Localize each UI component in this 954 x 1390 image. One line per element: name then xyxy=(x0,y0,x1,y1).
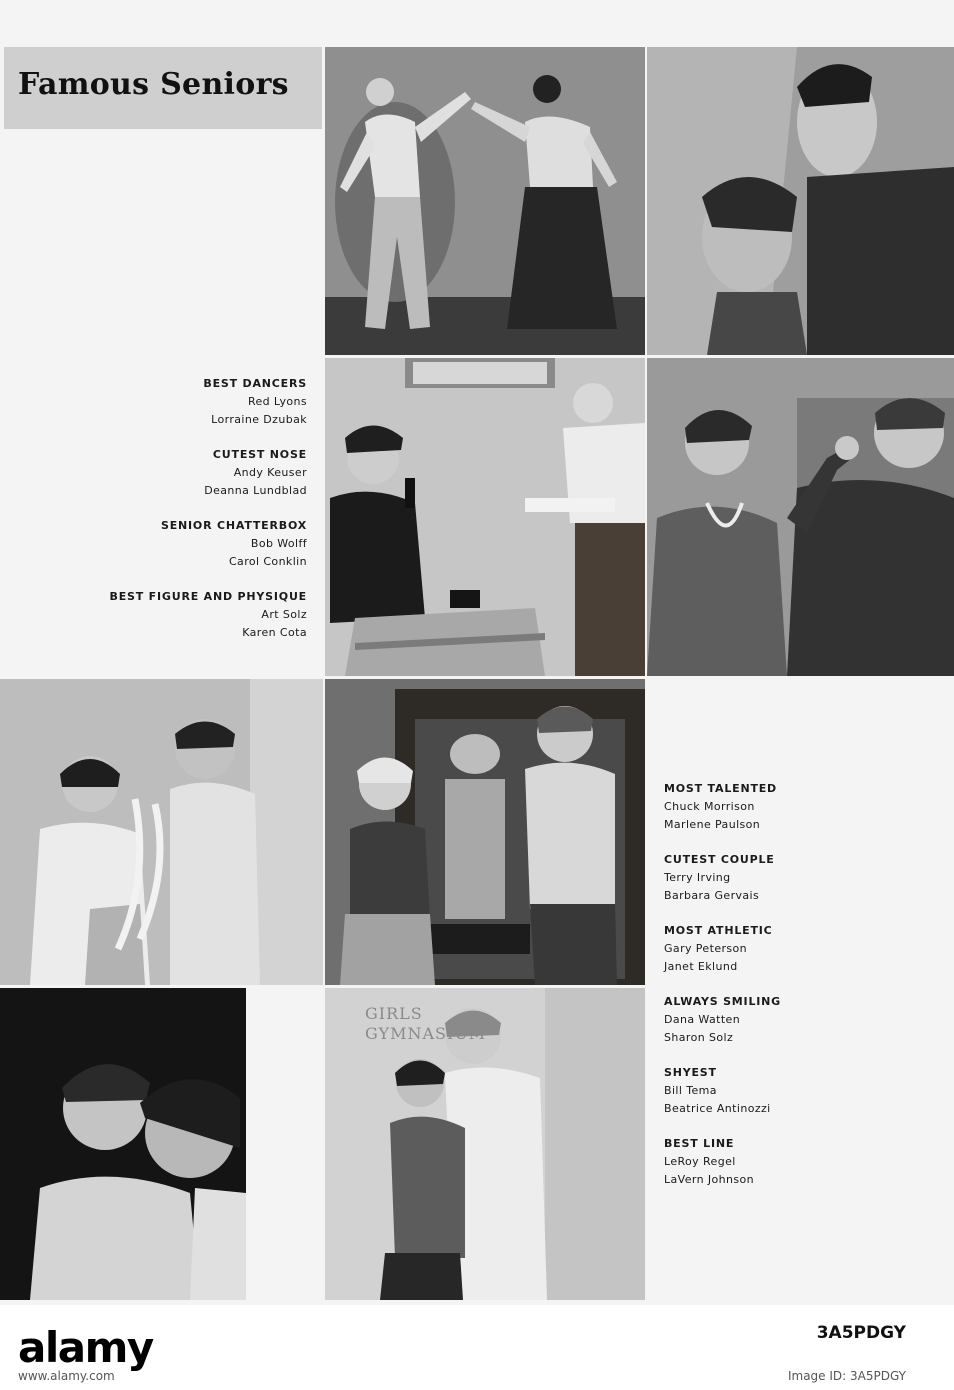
award-name: Janet Eklund xyxy=(664,960,738,973)
awards-list-left xyxy=(0,375,307,659)
award-most-talented xyxy=(664,780,934,834)
award-name: LeRoy Regel xyxy=(664,1155,736,1168)
award-name: Carol Conklin xyxy=(228,555,307,568)
award-title: CUTEST NOSE xyxy=(212,448,307,461)
award-title: BEST LINE xyxy=(664,1137,735,1150)
photo-cutest-nose xyxy=(647,47,954,355)
image-id: Image ID: 3A5PDGY xyxy=(787,1369,906,1383)
award-name: Sharon Solz xyxy=(664,1031,734,1044)
page-title: Famous Seniors xyxy=(18,67,289,102)
award-shyest xyxy=(664,1064,934,1118)
site-url[interactable]: www.alamy.com xyxy=(18,1369,115,1383)
award-name: Karen Cota xyxy=(242,626,307,639)
award-cutest-nose xyxy=(0,446,307,500)
photo-most-athletic xyxy=(0,988,246,1300)
photo-best-figure-physique xyxy=(647,358,954,676)
photo-best-dancers xyxy=(325,47,645,355)
award-title: MOST ATHLETIC xyxy=(664,924,773,937)
photo-cutest-couple xyxy=(325,679,645,985)
award-name: Andy Keuser xyxy=(233,466,307,479)
awards-list-right xyxy=(664,780,934,1206)
title-banner xyxy=(4,47,322,129)
photo-senior-chatterbox xyxy=(325,358,645,676)
award-title: SENIOR CHATTERBOX xyxy=(161,519,307,532)
award-most-athletic xyxy=(664,922,934,976)
award-name: Beatrice Antinozzi xyxy=(664,1102,771,1115)
award-title: MOST TALENTED xyxy=(664,782,777,795)
sign-line-2: GYMNASIUM xyxy=(365,1024,487,1043)
award-name: Red Lyons xyxy=(247,395,307,408)
award-name: Deanna Lundblad xyxy=(204,484,307,497)
award-name: Marlene Paulson xyxy=(664,818,761,831)
award-title: CUTEST COUPLE xyxy=(664,853,775,866)
image-code: 3A5PDGY xyxy=(816,1323,906,1343)
award-name: Bob Wolff xyxy=(250,537,307,550)
award-best-figure-physique xyxy=(0,588,307,642)
sign-line-1: GIRLS xyxy=(365,1004,423,1023)
gymnasium-sign xyxy=(365,1004,486,1044)
award-best-line xyxy=(664,1135,934,1189)
alamy-logo: alamy xyxy=(18,1323,153,1372)
award-name: Dana Watten xyxy=(664,1013,741,1026)
award-name: Barbara Gervais xyxy=(664,889,760,902)
award-name: LaVern Johnson xyxy=(664,1173,755,1186)
award-name: Gary Peterson xyxy=(664,942,748,955)
award-title: BEST DANCERS xyxy=(203,377,307,390)
photo-most-talented xyxy=(0,679,323,985)
award-name: Art Solz xyxy=(261,608,307,621)
award-name: Terry Irving xyxy=(664,871,731,884)
award-name: Bill Tema xyxy=(664,1084,717,1097)
award-title: BEST FIGURE AND PHYSIQUE xyxy=(109,590,307,603)
award-senior-chatterbox xyxy=(0,517,307,571)
award-always-smiling xyxy=(664,993,934,1047)
award-name: Chuck Morrison xyxy=(664,800,755,813)
stock-footer xyxy=(0,1305,954,1390)
award-title: ALWAYS SMILING xyxy=(664,995,781,1008)
award-title: SHYEST xyxy=(664,1066,717,1079)
award-best-dancers xyxy=(0,375,307,429)
award-cutest-couple xyxy=(664,851,934,905)
photo-always-smiling xyxy=(325,988,645,1300)
award-name: Lorraine Dzubak xyxy=(211,413,307,426)
